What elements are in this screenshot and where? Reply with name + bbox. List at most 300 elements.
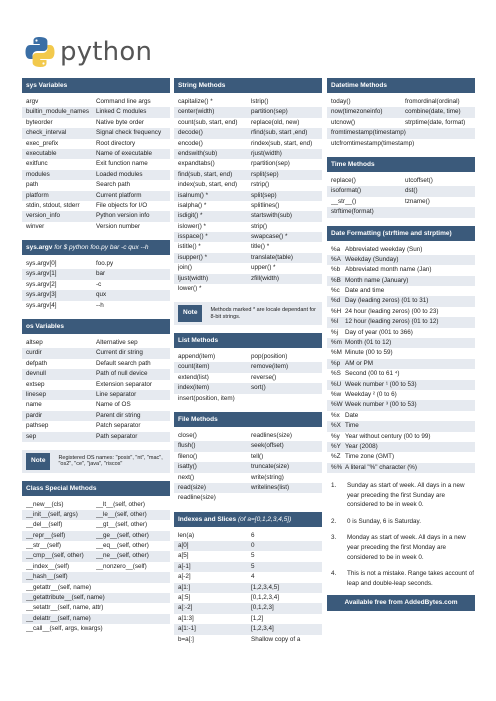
- table-row: [174, 593, 322, 603]
- row-key: a[:-2]: [178, 604, 193, 612]
- table-row: [22, 500, 170, 510]
- row-key: lower() *: [178, 285, 202, 293]
- row-key: isalnum() *: [178, 191, 209, 199]
- row-value: rstrip(): [251, 181, 270, 189]
- table-row: [327, 245, 475, 255]
- row-value: Path separator: [96, 432, 138, 440]
- row-value: [1,2]: [251, 614, 264, 622]
- column-1: [22, 78, 170, 643]
- row-key: isatty(): [178, 463, 197, 471]
- row-value: Minute (00 to 59): [345, 349, 393, 357]
- row-value: [0,1,2,3,4]: [251, 594, 280, 602]
- row-value: pop(position): [251, 353, 288, 361]
- row-value: translate(table): [251, 253, 293, 261]
- table-row: [174, 572, 322, 582]
- row-key: __call__(self, args, kwargs): [26, 625, 103, 633]
- table-row: [174, 624, 322, 634]
- table-row: [327, 317, 475, 327]
- section-header: List Methods: [174, 333, 322, 348]
- table-row: [22, 390, 170, 400]
- row-value: fromordinal(ordinal): [405, 98, 460, 105]
- row-key: sys.argv[2]: [26, 280, 57, 288]
- table-row: [174, 441, 322, 451]
- row-key: __delattr__(self, name): [26, 614, 91, 622]
- footnote-text: Monday as start of week. All days in a new year preceding the first Monday are considered to be in week 0.: [347, 534, 466, 561]
- row-key: a[5]: [178, 552, 189, 560]
- row-key: __del__(self): [26, 521, 63, 529]
- row-key: __init__(self, args): [26, 510, 78, 518]
- section-title: sys.argv: [26, 244, 53, 252]
- row-key: __cmp__(self, other): [26, 552, 84, 560]
- table-row: [22, 421, 170, 431]
- table-row: [22, 531, 170, 541]
- row-key: %H: [331, 307, 342, 315]
- table-row: [22, 359, 170, 369]
- row-value: Year (2008): [345, 442, 378, 450]
- table-row: [174, 159, 322, 169]
- row-value: title() *: [251, 243, 270, 251]
- row-value: tell(): [251, 452, 264, 460]
- available-prefix: Available free from: [344, 599, 405, 607]
- row-key: istitle() *: [178, 243, 201, 251]
- row-value: swapcase() *: [251, 233, 288, 241]
- row-value: __ge__(self, other): [96, 531, 149, 539]
- row-value: Current dir string: [96, 349, 143, 357]
- row-value: replace(old, new): [251, 118, 300, 126]
- footnotes: [327, 481, 475, 588]
- row-value: Date: [345, 411, 359, 419]
- row-value: [1,2,3,4]: [251, 625, 274, 633]
- table-row: [22, 301, 170, 311]
- row-value: Year without century (00 to 99): [345, 432, 431, 440]
- row-key: sys.argv[0]: [26, 260, 57, 268]
- row-key: today(): [331, 98, 351, 105]
- table-row: [174, 118, 322, 128]
- row-value: utcoffset(): [405, 176, 433, 184]
- footnote: [327, 533, 475, 562]
- row-key: %a: [331, 245, 341, 253]
- table-row: [174, 97, 322, 107]
- row-key: stdin, stdout, stderr: [26, 201, 80, 209]
- row-value: 6: [251, 531, 255, 539]
- row-value: dst(): [405, 187, 418, 195]
- class-methods-table: [22, 500, 170, 635]
- row-key: altsep: [26, 339, 43, 347]
- row-value: Extension separator: [96, 380, 153, 388]
- table-row: [327, 380, 475, 390]
- row-value: Day of year (001 to 366): [345, 328, 413, 336]
- table-row: [22, 411, 170, 421]
- row-value: Alternative sep: [96, 339, 138, 347]
- row-value: 24 hour (leading zeros) (00 to 23): [345, 307, 439, 315]
- indexes-slices-section: [174, 512, 322, 645]
- row-value: Name of OS: [96, 401, 131, 409]
- sys-variables-table: [22, 97, 170, 232]
- table-row: [22, 400, 170, 410]
- table-row: [174, 191, 322, 201]
- python-logo-icon: [22, 34, 58, 70]
- row-key: extend(list): [178, 373, 209, 381]
- row-key: append(item): [178, 353, 216, 361]
- table-row: [327, 265, 475, 275]
- row-value: [137, 603, 170, 613]
- row-value: rpartition(sep): [251, 160, 290, 168]
- table-row: [22, 139, 170, 149]
- table-row: [22, 107, 170, 117]
- row-key: pathsep: [26, 422, 49, 430]
- row-key: %S: [331, 370, 341, 378]
- table-row: [174, 253, 322, 263]
- row-value: 4: [251, 573, 255, 581]
- section-subtitle: (of a=[0,1,2,3,4,5]): [236, 515, 292, 523]
- row-value: strptime(date, format): [405, 118, 466, 126]
- available-link[interactable]: AddedBytes.com: [404, 599, 458, 607]
- table-row: [22, 149, 170, 159]
- row-key: %x: [331, 411, 340, 419]
- row-value: truncate(size): [251, 463, 290, 471]
- row-value: Second (00 to 61 ⁴): [345, 370, 400, 378]
- table-row: [327, 207, 475, 217]
- row-key: expandtabs(): [178, 160, 215, 168]
- date-formatting-section: [327, 226, 475, 474]
- table-row: [22, 380, 170, 390]
- table-row: [174, 107, 322, 117]
- row-value: Week number ¹ (00 to 53): [345, 380, 417, 388]
- row-key: isupper() *: [178, 253, 208, 261]
- row-key: isdigit() *: [178, 212, 203, 220]
- row-key: %c: [331, 287, 340, 295]
- row-key: ljust(width): [178, 274, 209, 282]
- row-key: %p: [331, 359, 341, 367]
- row-key: center(width): [178, 108, 215, 116]
- row-value: reverse(): [251, 373, 277, 381]
- table-row: [22, 583, 170, 593]
- row-key: __getattribute__(self, name): [26, 594, 105, 602]
- row-key: __repr__(self): [26, 531, 66, 539]
- table-row: [22, 510, 170, 520]
- table-row: [22, 180, 170, 190]
- table-row: [327, 432, 475, 442]
- table-row: [327, 463, 475, 473]
- footnote-text: Sunday as start of week. All days in a new year preceding the first Sunday are considered to be in week 0.: [347, 482, 465, 509]
- row-key: close(): [178, 431, 197, 439]
- table-row: [22, 562, 170, 572]
- footnote-text: 0 is Sunday, 6 is Saturday.: [347, 517, 421, 525]
- row-key: linesep: [26, 390, 46, 398]
- row-value: 12 hour (leading zeros) (01 to 12): [345, 318, 439, 326]
- table-row: [174, 383, 322, 393]
- row-value: write(string): [251, 473, 284, 481]
- row-value: Current platform: [96, 191, 142, 199]
- table-row: [174, 483, 322, 493]
- row-value: __lt__(self, other): [96, 500, 146, 508]
- table-row: [327, 359, 475, 369]
- table-row: [327, 307, 475, 317]
- row-key: sep: [26, 432, 37, 440]
- row-value: Shallow copy of a: [251, 635, 301, 643]
- table-row: [174, 242, 322, 252]
- row-key: replace(): [331, 176, 356, 184]
- row-value: combine(date, time): [405, 108, 461, 116]
- datetime-methods-table: [327, 97, 475, 149]
- table-row: [22, 269, 170, 279]
- row-value: strip(): [251, 222, 268, 230]
- row-value: [251, 493, 322, 503]
- footnote: [327, 481, 475, 510]
- table-row: [327, 400, 475, 410]
- row-key: sys.argv[4]: [26, 301, 57, 309]
- row-key: a[0]: [178, 542, 189, 550]
- row-value: AM or PM: [345, 359, 373, 367]
- row-key: %w: [331, 390, 342, 398]
- row-value: Weekday (Sunday): [345, 255, 399, 263]
- row-value: [137, 593, 170, 603]
- row-key: a[:5]: [178, 594, 191, 602]
- row-key: a[1:-1]: [178, 625, 196, 633]
- row-key: version_info: [26, 212, 60, 220]
- table-row: [174, 362, 322, 372]
- footnote-number: 2.: [331, 517, 337, 525]
- table-row: [22, 128, 170, 138]
- column-2: [174, 78, 322, 653]
- row-key: join(): [178, 264, 192, 272]
- row-value: foo.py: [96, 260, 114, 268]
- row-value: Version number: [96, 222, 141, 230]
- table-row: [22, 369, 170, 379]
- table-row: [327, 452, 475, 462]
- table-row: [174, 603, 322, 613]
- table-row: [22, 191, 170, 201]
- row-value: Date and time: [345, 287, 385, 295]
- table-row: [174, 452, 322, 462]
- table-row: [22, 348, 170, 358]
- row-value: Month name (January): [345, 276, 409, 284]
- table-row: [174, 128, 322, 138]
- table-row: [174, 211, 322, 221]
- table-row: [22, 290, 170, 300]
- row-key: name: [26, 401, 42, 409]
- row-key: %W: [331, 401, 343, 409]
- row-value: Linked C modules: [96, 108, 147, 116]
- table-row: [22, 222, 170, 232]
- row-value: writelines(list): [251, 483, 290, 491]
- table-row: [327, 421, 475, 431]
- table-row: [174, 493, 322, 503]
- table-row: [327, 186, 475, 196]
- row-key: fromtimestamp(timestamp): [331, 129, 406, 137]
- row-value: zfill(width): [251, 274, 279, 282]
- python-wordmark: python: [60, 37, 153, 67]
- table-row: [22, 593, 170, 603]
- row-key: %X: [331, 422, 341, 430]
- table-row: [327, 176, 475, 186]
- os-variables-section: [22, 319, 170, 442]
- row-key: __str__(): [331, 197, 357, 205]
- row-key: exec_prefix: [26, 139, 59, 147]
- row-value: [251, 394, 322, 404]
- row-key: __setattr__(self, name, attr): [26, 604, 104, 612]
- row-value: Time: [345, 422, 359, 430]
- row-value: qux: [96, 291, 107, 299]
- table-row: [327, 286, 475, 296]
- section-header: [22, 240, 170, 255]
- datetime-methods-section: [327, 78, 475, 149]
- row-value: Exit function name: [96, 160, 148, 168]
- row-key: b=a[:]: [178, 635, 194, 643]
- table-row: [22, 118, 170, 128]
- section-header: Time Methods: [327, 157, 475, 172]
- table-row: [22, 520, 170, 530]
- table-row: [22, 201, 170, 211]
- row-value: [130, 614, 170, 624]
- table-row: [327, 107, 475, 117]
- string-methods-section: [174, 78, 322, 294]
- row-key: %y: [331, 432, 340, 440]
- section-header: os Variables: [22, 319, 170, 334]
- row-key: %d: [331, 297, 341, 305]
- row-value: split(sep): [251, 191, 277, 199]
- available-banner: [327, 595, 475, 611]
- table-row: [174, 473, 322, 483]
- row-value: Native byte order: [96, 118, 144, 126]
- table-row: [327, 197, 475, 207]
- row-key: index(sub, start, end): [178, 181, 238, 189]
- string-methods-table: [174, 97, 322, 294]
- row-key: flush(): [178, 442, 196, 450]
- row-value: rsplit(sep): [251, 170, 279, 178]
- row-value: rjust(width): [251, 149, 282, 157]
- time-methods-table: [327, 176, 475, 218]
- row-key: decode(): [178, 129, 203, 137]
- table-row: [174, 431, 322, 441]
- row-key: %b: [331, 266, 341, 274]
- table-row: [22, 211, 170, 221]
- row-value: [119, 572, 170, 582]
- string-note: [174, 302, 322, 325]
- table-row: [174, 263, 322, 273]
- table-row: [22, 541, 170, 551]
- row-value: Abbreviated weekday (Sun): [345, 245, 423, 253]
- table-row: [22, 159, 170, 169]
- table-row: [174, 551, 322, 561]
- row-key: %M: [331, 349, 342, 357]
- row-value: Day (leading zeros) (01 to 31): [345, 297, 429, 305]
- row-value: Month (01 to 12): [345, 339, 392, 347]
- section-header: Datetime Methods: [327, 78, 475, 93]
- table-row: [174, 531, 322, 541]
- row-value: tzname(): [405, 197, 430, 205]
- row-value: Parent dir string: [96, 411, 141, 419]
- table-row: [174, 635, 322, 645]
- row-value: [445, 139, 475, 149]
- row-key: count(sub, start, end): [178, 118, 238, 126]
- row-value: __eq__(self, other): [96, 542, 149, 550]
- table-row: [174, 562, 322, 572]
- row-value: upper() *: [251, 264, 276, 272]
- row-value: Search path: [96, 181, 130, 189]
- row-key: %U: [331, 380, 342, 388]
- footnote-number: 4.: [331, 570, 337, 578]
- column-3: [327, 78, 475, 611]
- row-value: splitlines(): [251, 201, 280, 209]
- row-key: a[1:3]: [178, 614, 194, 622]
- row-key: index(item): [178, 384, 210, 392]
- row-key: %m: [331, 339, 342, 347]
- row-value: __nonzero__(self): [96, 562, 147, 570]
- table-row: [22, 338, 170, 348]
- row-key: read(size): [178, 483, 206, 491]
- row-key: isspace() *: [178, 233, 208, 241]
- row-value: -c: [96, 280, 102, 288]
- row-key: isalpha() *: [178, 201, 207, 209]
- footnote-number: 1.: [331, 482, 337, 490]
- section-header: String Methods: [174, 78, 322, 93]
- section-header: Class Special Methods: [22, 481, 170, 496]
- sys-argv-table: [22, 259, 170, 311]
- row-key: argv: [26, 98, 39, 105]
- row-value: __ne__(self, other): [96, 552, 149, 560]
- row-key: __index__(self): [26, 562, 70, 570]
- row-key: exitfunc: [26, 160, 48, 168]
- table-row: [327, 348, 475, 358]
- table-row: [327, 390, 475, 400]
- row-key: now(timezoneinfo): [331, 108, 383, 116]
- row-value: Command line args: [96, 98, 151, 105]
- row-value: [440, 128, 475, 138]
- row-key: %B: [331, 276, 341, 284]
- row-key: capitalize() *: [178, 98, 213, 105]
- row-value: [0,1,2,3]: [251, 604, 274, 612]
- row-key: len(a): [178, 531, 195, 539]
- row-key: strftime(format): [331, 208, 374, 216]
- row-key: __getattr__(self, name): [26, 583, 92, 591]
- file-methods-table: [174, 431, 322, 504]
- row-key: next(): [178, 473, 195, 481]
- row-key: find(sub, start, end): [178, 170, 233, 178]
- row-value: Name of executable: [96, 149, 153, 157]
- row-value: 5: [251, 552, 255, 560]
- row-value: Line separator: [96, 390, 137, 398]
- footnote: [327, 569, 475, 588]
- row-value: sort(): [251, 384, 266, 392]
- footnote-number: 3.: [331, 534, 337, 542]
- row-value: 0: [251, 542, 255, 550]
- row-value: __gt__(self, other): [96, 521, 148, 529]
- class-methods-section: [22, 481, 170, 635]
- row-value: A literal "%" character (%): [345, 463, 418, 471]
- table-row: [22, 97, 170, 107]
- row-key: __hash__(self): [26, 573, 68, 581]
- os-note: [22, 450, 170, 473]
- table-row: [22, 624, 170, 634]
- row-key: islower() *: [178, 222, 206, 230]
- row-key: count(item): [178, 363, 210, 371]
- time-methods-section: [327, 157, 475, 218]
- table-row: [174, 149, 322, 159]
- section-header: sys Variables: [22, 78, 170, 93]
- os-variables-table: [22, 338, 170, 442]
- table-row: [22, 432, 170, 442]
- row-key: endswith(sub): [178, 149, 218, 157]
- row-key: %A: [331, 255, 341, 263]
- table-row: [174, 352, 322, 362]
- row-value: startswith(sub): [251, 212, 292, 220]
- table-row: [22, 280, 170, 290]
- row-value: seek(offset): [251, 442, 284, 450]
- row-value: 5: [251, 562, 255, 570]
- table-row: [327, 255, 475, 265]
- table-row: [327, 118, 475, 128]
